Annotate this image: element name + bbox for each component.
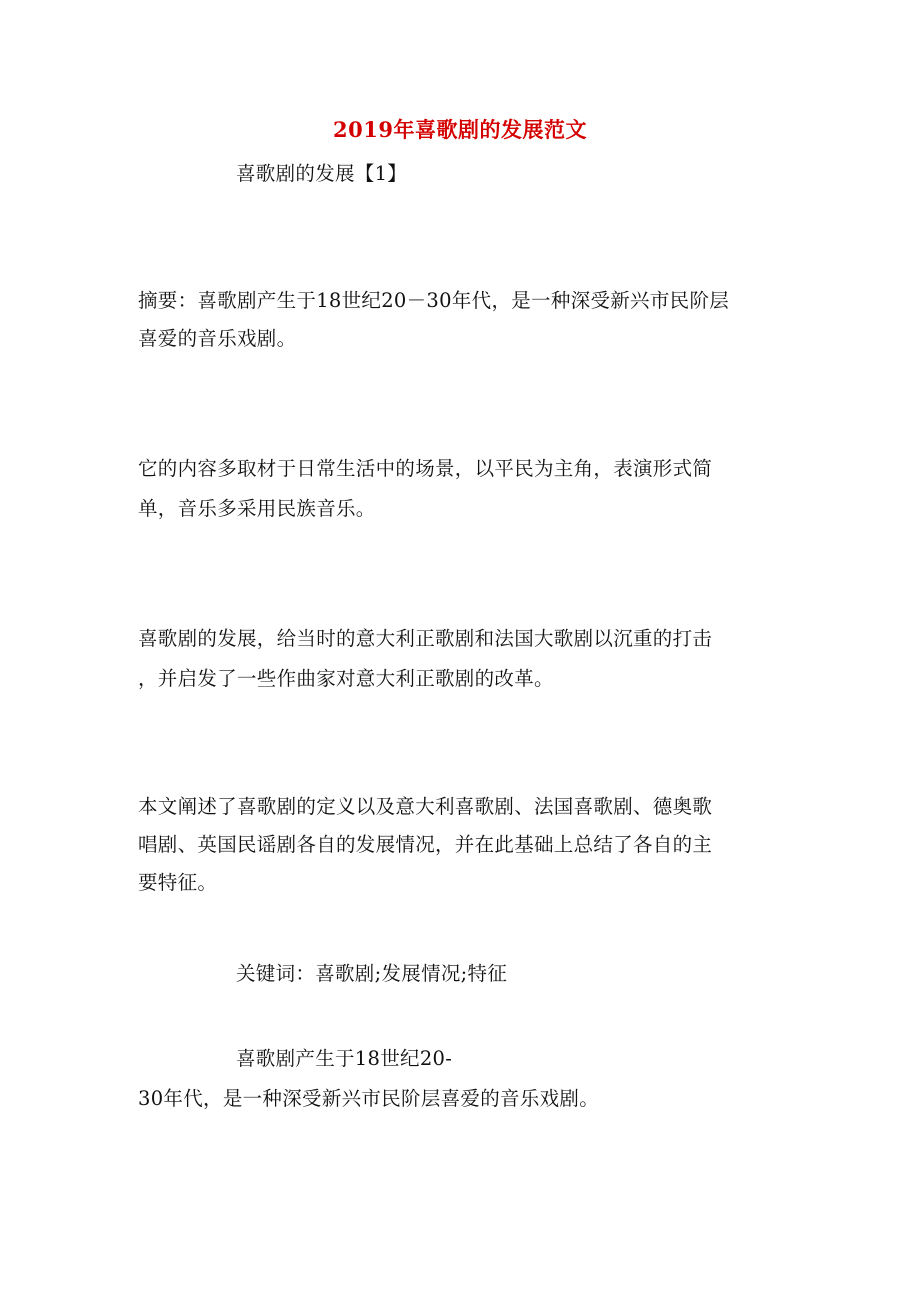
abstract-line-1: 摘要：喜歌剧产生于18世纪20－30年代，是一种深受新兴市民阶层 bbox=[138, 289, 730, 312]
section-heading: 喜歌剧的发展【1】 bbox=[236, 162, 408, 185]
keywords-line: 关键词：喜歌剧;发展情况;特征 bbox=[236, 962, 508, 985]
abstract-line-2: 喜爱的音乐戏剧。 bbox=[138, 327, 297, 350]
paragraph-4-line-1: 本文阐述了喜歌剧的定义以及意大利喜歌剧、法国喜歌剧、德奥歌 bbox=[138, 795, 713, 818]
paragraph-3-line-1: 喜歌剧的发展，给当时的意大利正歌剧和法国大歌剧以沉重的打击 bbox=[138, 627, 713, 650]
paragraph-4-line-2: 唱剧、英国民谣剧各自的发展情况，并在此基础上总结了各自的主 bbox=[138, 833, 713, 856]
paragraph-3-line-2: ，并启发了一些作曲家对意大利正歌剧的改革。 bbox=[138, 667, 554, 690]
document-title: 2019年喜歌剧的发展范文 bbox=[333, 117, 587, 142]
paragraph-4-line-3: 要特征。 bbox=[138, 871, 218, 894]
body-line-2: 30年代，是一种深受新兴市民阶层喜爱的音乐戏剧。 bbox=[138, 1087, 600, 1110]
paragraph-2-line-2: 单，音乐多采用民族音乐。 bbox=[138, 497, 376, 520]
paragraph-2-line-1: 它的内容多取材于日常生活中的场景，以平民为主角，表演形式简 bbox=[138, 457, 713, 480]
body-line-1: 喜歌剧产生于18世纪20- bbox=[236, 1047, 453, 1070]
